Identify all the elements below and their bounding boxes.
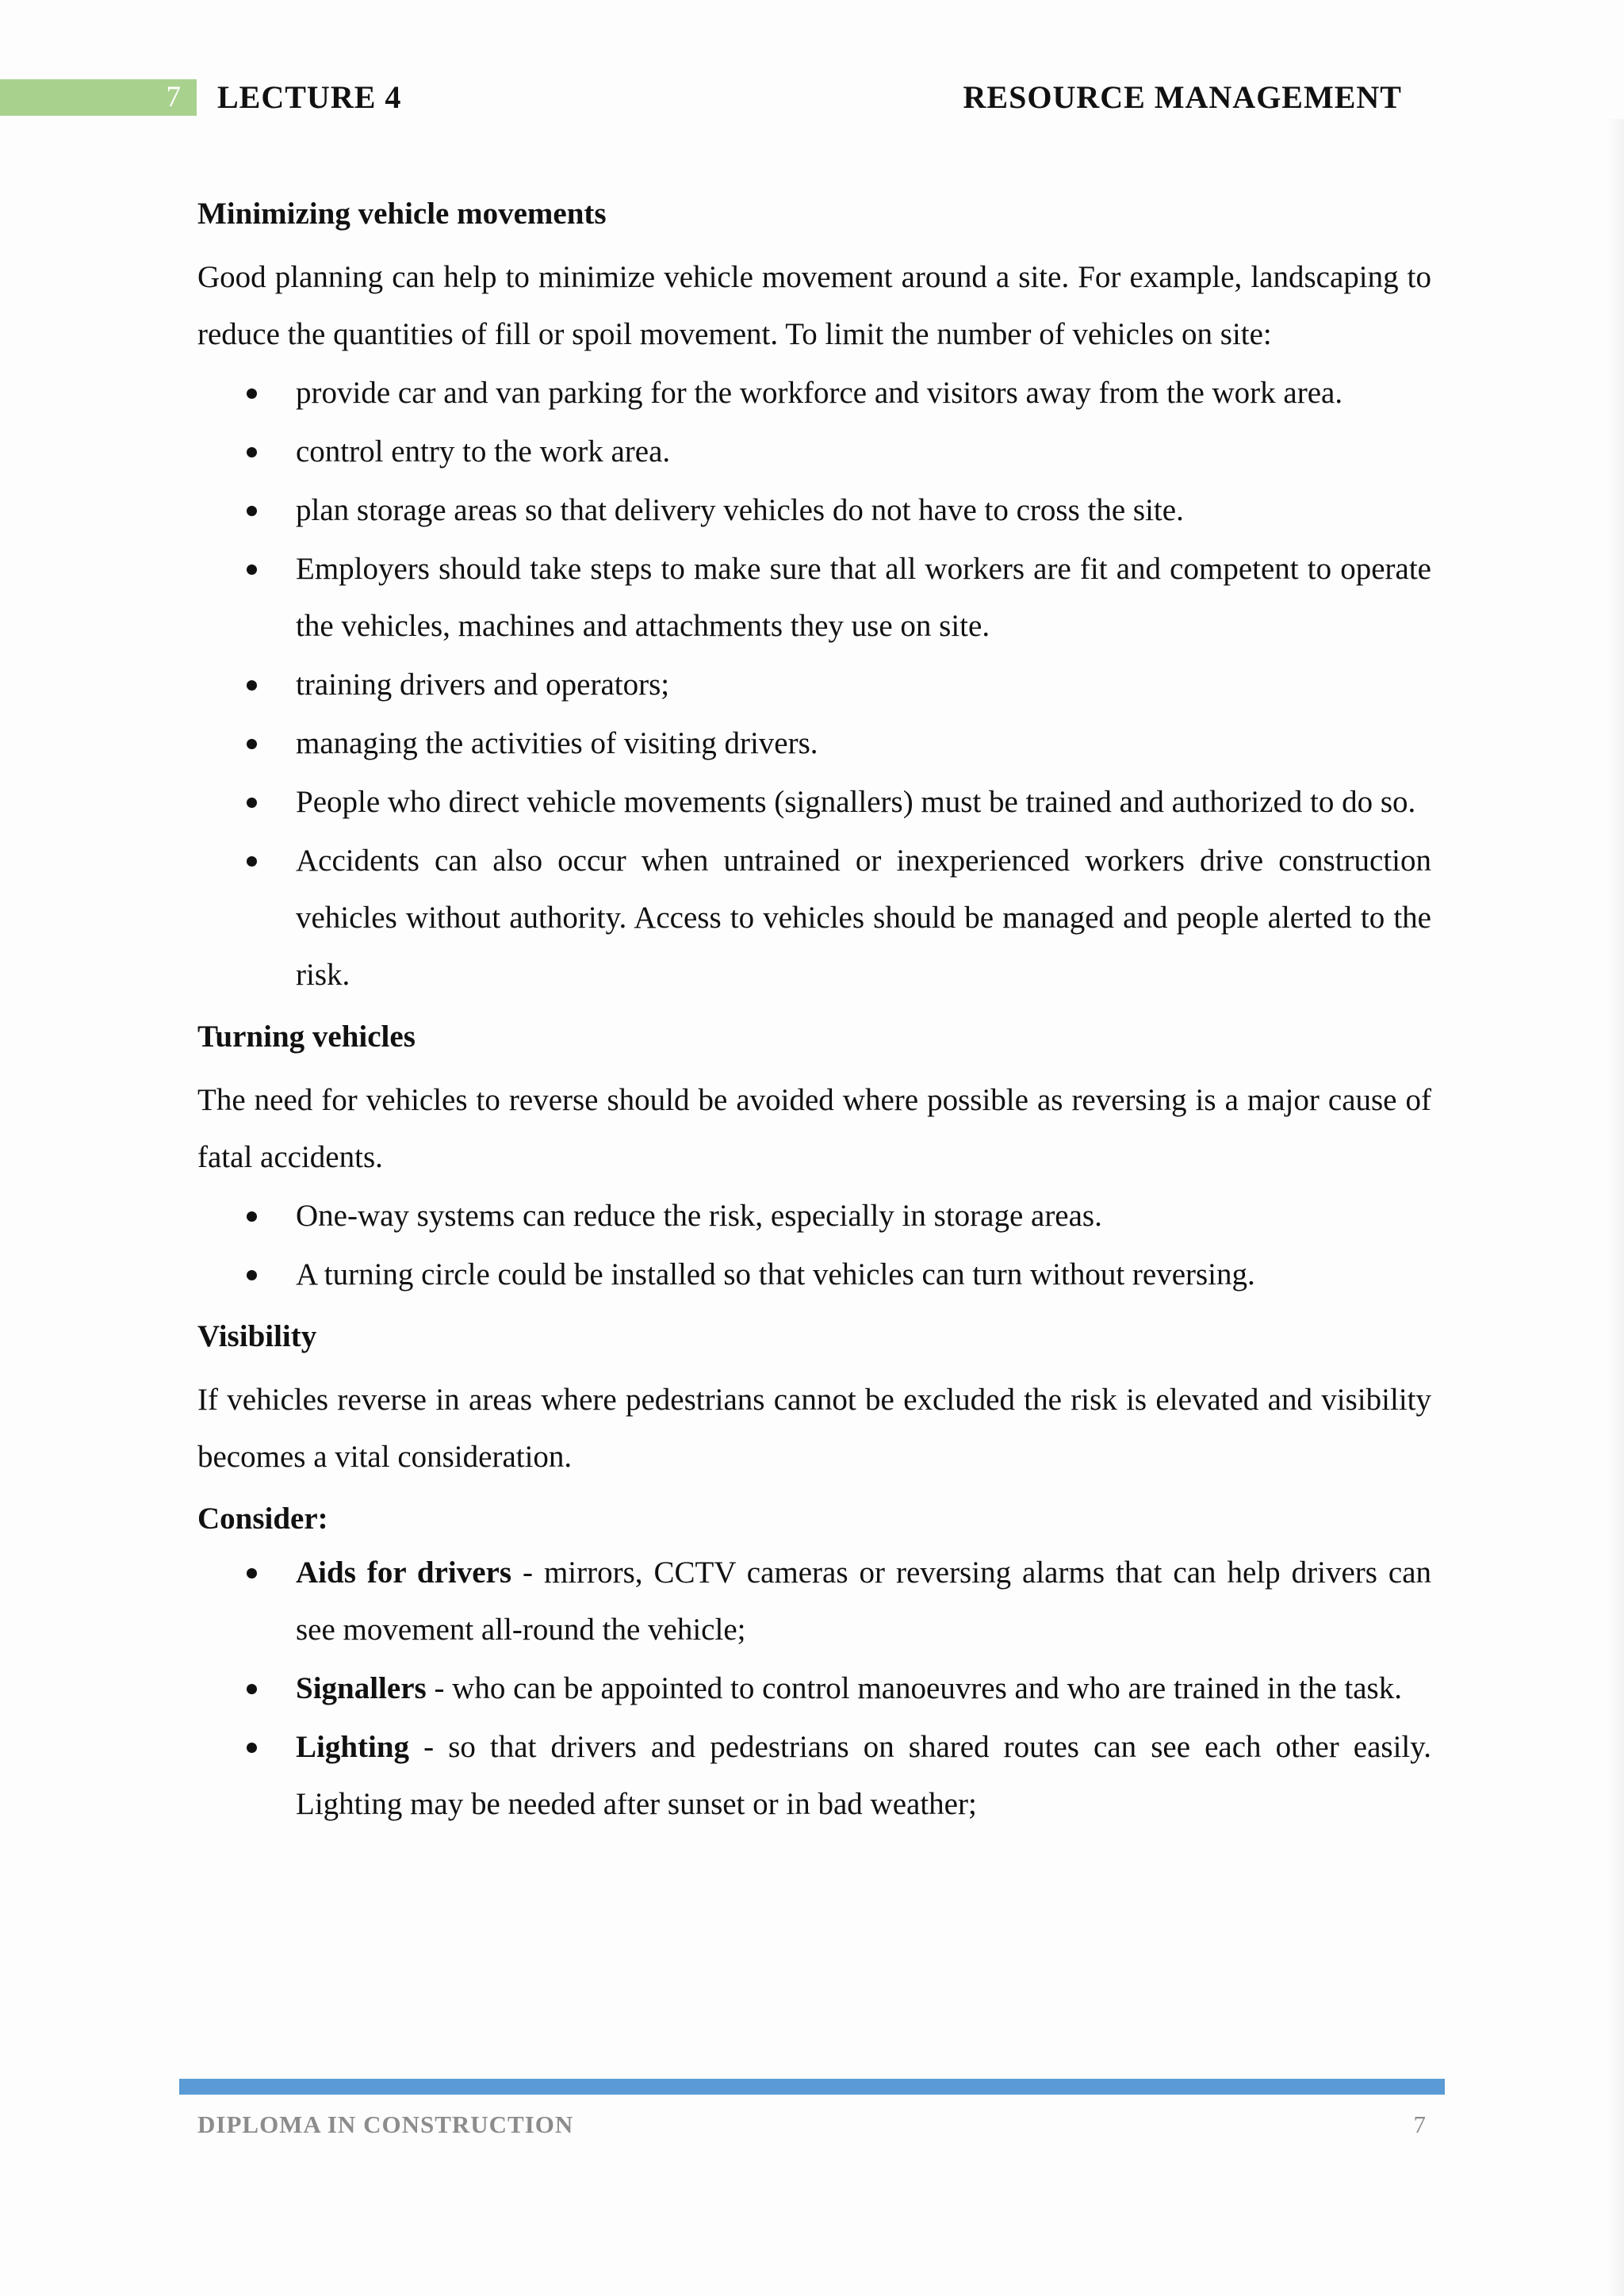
bullet-list: [197, 1188, 1431, 1303]
page-number-tab: [0, 79, 197, 116]
list-item-text: - so that drivers and pedestrians on shared routes can see each other easily. Lighting may be needed after sunset or in bad weather;: [296, 1730, 1431, 1821]
paragraph: Good planning can help to minimize vehicle movement around a site. For example, landscaping to reduce the quantities of fill or spoil movement. To limit the number of vehicles on site:: [197, 260, 1431, 351]
list-item-text: provide car and van parking for the workforce and visitors away from the work area.: [296, 376, 1343, 410]
section-heading: Visibility: [197, 1319, 317, 1353]
header-lecture: LECTURE 4: [217, 79, 402, 115]
list-item: [197, 365, 1431, 422]
section-heading: Consider:: [197, 1502, 328, 1536]
list-item: [197, 656, 1431, 714]
list-item-lead: Signallers: [296, 1671, 427, 1705]
list-item-text: People who direct vehicle movements (signallers) must be trained and authorized to do so.: [296, 785, 1416, 819]
list-item: [197, 1660, 1431, 1717]
list-item-text: plan storage areas so that delivery vehicles do not have to cross the site.: [296, 493, 1184, 527]
footer-divider: [179, 2079, 1445, 2095]
list-item-text: managing the activities of visiting drivers.: [296, 726, 818, 760]
footer-page-number: 7: [1413, 2110, 1426, 2138]
list-item: [197, 774, 1431, 831]
header-subject: RESOURCE MANAGEMENT: [963, 79, 1402, 115]
bullet-icon: [247, 564, 257, 575]
list-item-text: One-way systems can reduce the risk, especially in storage areas.: [296, 1199, 1102, 1233]
footer-course: DIPLOMA IN CONSTRUCTION: [197, 2110, 574, 2138]
list-item: [197, 832, 1431, 1004]
list-item: [197, 1544, 1431, 1659]
bullet-icon: [247, 506, 257, 516]
paragraph: The need for vehicles to reverse should be avoided where possible as reversing is a major cause of fatal accidents.: [197, 1083, 1431, 1174]
section-heading: Turning vehicles: [197, 1020, 416, 1054]
bullet-icon: [247, 388, 257, 399]
list-item: [197, 423, 1431, 480]
bullet-icon: [247, 798, 257, 808]
bullet-list: [197, 365, 1431, 1004]
bullet-icon: [247, 1270, 257, 1280]
list-item-text: A turning circle could be installed so that vehicles can turn without reversing.: [296, 1257, 1255, 1292]
list-item: [197, 1719, 1431, 1833]
bullet-icon: [247, 856, 257, 867]
list-item: [197, 1246, 1431, 1303]
list-item-lead: Lighting: [296, 1730, 410, 1764]
list-item: [197, 715, 1431, 772]
bullet-icon: [247, 680, 257, 691]
list-item-text: training drivers and operators;: [296, 668, 670, 702]
list-item-text: - mirrors, CCTV cameras or reversing alarms that can help drivers can see movement all-round the vehicle;: [296, 1556, 1432, 1647]
page-edge-shade: [1607, 119, 1624, 2296]
bullet-icon: [247, 447, 257, 457]
list-item: [197, 482, 1431, 539]
list-item-lead: Aids for drivers: [296, 1556, 512, 1590]
header-page-number: 7: [166, 81, 181, 113]
list-item-text: control entry to the work area.: [296, 434, 671, 469]
bullet-icon: [247, 1211, 257, 1222]
bullet-icon: [247, 1568, 257, 1578]
paragraph: If vehicles reverse in areas where pedestrians cannot be excluded the risk is elevated and visibility becomes a vital consideration.: [197, 1383, 1431, 1474]
list-item-text: - who can be appointed to control manoeuvres and who are trained in the task.: [426, 1671, 1402, 1705]
bullet-icon: [247, 1684, 257, 1694]
section-heading: Minimizing vehicle movements: [197, 197, 607, 231]
bullet-icon: [247, 739, 257, 749]
bullet-icon: [247, 1743, 257, 1753]
document-body: [197, 190, 1431, 1833]
list-item-text: Employers should take steps to make sure that all workers are fit and competent to operate the vehicles, machines and attachments they use on site.: [296, 552, 1431, 643]
list-item-text: Accidents can also occur when untrained or inexperienced workers drive construction vehicles without authority. Access to vehicles should be managed and people alerted to the risk.: [296, 844, 1431, 992]
bullet-list: [197, 1544, 1431, 1833]
list-item: [197, 1188, 1431, 1245]
list-item: [197, 541, 1431, 655]
